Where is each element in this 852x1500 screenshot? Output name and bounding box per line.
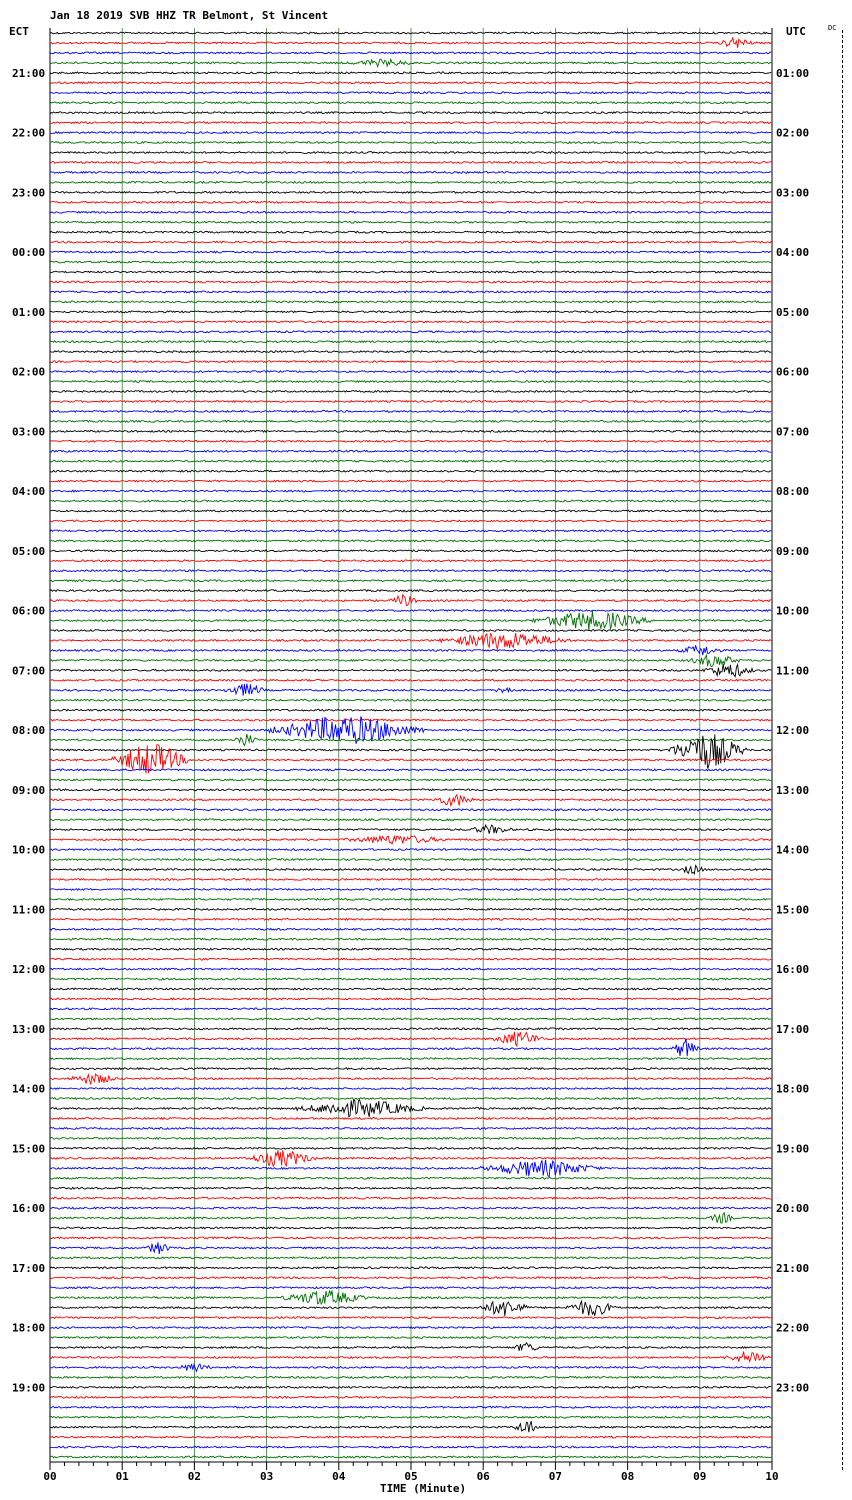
x-axis	[43, 1462, 778, 1483]
x-tick-label: 09	[693, 1470, 707, 1483]
left-time-label: 01:00	[12, 305, 46, 319]
right-time-label: 11:00	[776, 664, 810, 678]
right-time-label: 01:00	[776, 66, 810, 80]
left-time-label: 22:00	[12, 126, 46, 140]
time-labels	[12, 67, 809, 1395]
left-time-label: 09:00	[12, 783, 46, 797]
x-tick-label: 07	[548, 1470, 563, 1483]
x-tick-label: 10	[765, 1470, 779, 1483]
left-time-label: 02:00	[12, 365, 46, 379]
x-tick-label: 01	[115, 1470, 129, 1483]
right-time-label: 13:00	[776, 783, 810, 797]
dc-label: DC	[828, 24, 837, 32]
left-time-label: 11:00	[12, 903, 46, 917]
x-tick-label: 03	[259, 1470, 274, 1483]
x-tick-label: 05	[404, 1470, 418, 1483]
x-tick-label: 02	[187, 1470, 202, 1483]
left-time-label: 12:00	[12, 963, 46, 977]
left-time-label: 05:00	[12, 544, 46, 558]
right-time-label: 14:00	[776, 843, 810, 857]
right-time-label: 18:00	[776, 1082, 810, 1096]
right-time-label: 19:00	[776, 1142, 810, 1156]
chart-title: Jan 18 2019 SVB HHZ TR Belmont, St Vincent	[50, 9, 329, 22]
right-time-label: 20:00	[776, 1202, 810, 1216]
left-time-label: 13:00	[12, 1022, 46, 1036]
left-time-label: 16:00	[12, 1202, 46, 1216]
right-time-label: 03:00	[776, 186, 810, 200]
left-time-label: 23:00	[12, 186, 46, 200]
left-time-label: 18:00	[12, 1321, 46, 1335]
left-time-label: 10:00	[12, 843, 46, 857]
right-time-label: 06:00	[776, 365, 810, 379]
right-timezone-label: UTC	[786, 25, 806, 38]
right-time-label: 15:00	[776, 903, 810, 917]
right-time-label: 04:00	[776, 246, 810, 260]
x-tick-label: 04	[332, 1470, 346, 1483]
right-time-label: 10:00	[776, 604, 810, 618]
x-tick-label: 00	[43, 1470, 57, 1483]
left-time-label: 21:00	[12, 66, 46, 80]
right-time-label: 22:00	[776, 1321, 810, 1335]
x-tick-label: 08	[620, 1470, 635, 1483]
right-time-label: 05:00	[776, 305, 810, 319]
trace-row-15	[50, 182, 771, 184]
left-time-label: 07:00	[12, 664, 46, 678]
left-time-label: 06:00	[12, 604, 46, 618]
right-time-label: 08:00	[776, 485, 810, 499]
left-time-label: 00:00	[12, 246, 46, 260]
left-time-label: 08:00	[12, 724, 46, 738]
left-time-label: 17:00	[12, 1261, 46, 1275]
right-time-label: 21:00	[776, 1261, 810, 1275]
x-axis-label: TIME (Minute)	[380, 1482, 467, 1495]
right-time-label: 07:00	[776, 425, 810, 439]
right-time-label: 02:00	[776, 126, 810, 140]
left-time-label: 14:00	[12, 1082, 46, 1096]
right-time-label: 17:00	[776, 1022, 810, 1036]
trace-row-14	[50, 172, 771, 174]
left-time-label: 04:00	[12, 485, 46, 499]
left-time-label: 15:00	[12, 1142, 46, 1156]
left-timezone-label: ECT	[9, 25, 29, 38]
trace-row-87	[50, 899, 771, 901]
left-time-label: 19:00	[12, 1381, 46, 1395]
right-time-label: 12:00	[776, 724, 810, 738]
left-time-label: 03:00	[12, 425, 46, 439]
x-tick-label: 06	[476, 1470, 490, 1483]
right-time-label: 16:00	[776, 963, 810, 977]
right-time-label: 23:00	[776, 1381, 810, 1395]
right-time-label: 09:00	[776, 544, 810, 558]
